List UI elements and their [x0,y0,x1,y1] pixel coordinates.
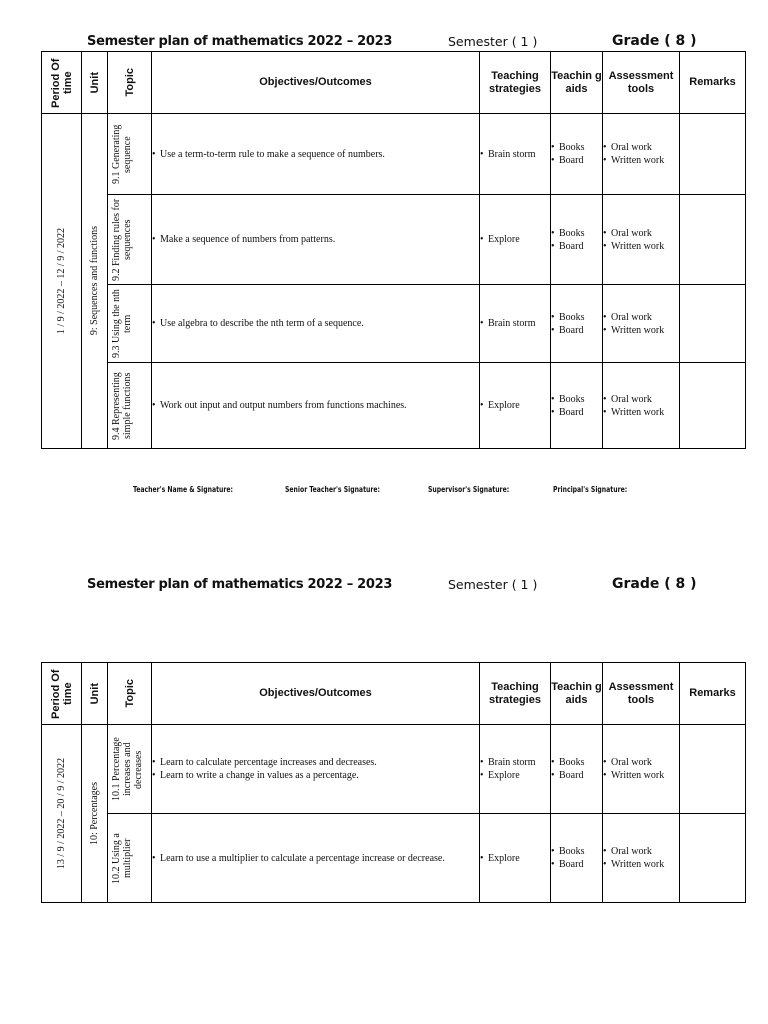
header-strategies: Teaching strategies [480,663,551,725]
aid-item: • Board [551,324,602,337]
aid-item: • Board [551,154,602,167]
table-row [42,114,746,195]
aid-list [551,227,602,253]
unit-wrap [82,726,107,902]
aids-cell [551,725,603,814]
table-row [42,195,746,285]
assessment-item: • Oral work [603,141,679,154]
assessment-item: • Oral work [603,227,679,240]
page-title-2: Semester plan of mathematics 2022 – 2023 [87,577,393,592]
aids-cell [551,814,603,903]
remarks-cell [680,363,746,449]
strategy-list [480,852,550,865]
strategies-cell [480,114,551,195]
strategy-item: • Explore [480,769,550,782]
assessment-cell [603,725,680,814]
objective-list [152,852,479,865]
strategy-list [480,317,550,330]
objectives-cell [152,114,480,195]
header-strategies: Teaching strategies [480,52,551,114]
aid-item: • Books [551,393,602,406]
objective-list [152,399,479,412]
header-objectives: Objectives/Outcomes [152,52,480,114]
period-cell [42,114,82,449]
unit-cell [82,114,108,449]
period-text: 1 / 9 / 2022 – 12 / 9 / 2022 [56,227,67,335]
aid-list [551,311,602,337]
topic-wrap [108,286,151,362]
aid-item: • Books [551,756,602,769]
assessment-cell [603,114,680,195]
assessment-item: • Written work [603,154,679,167]
header-aids: Teachin g aids [551,663,603,725]
assessment-cell [603,195,680,285]
table-row [42,725,746,814]
header-unit: Unit [82,52,108,114]
objective-list [152,317,479,330]
strategy-item: • Explore [480,399,550,412]
topic-wrap [108,115,151,194]
topic-cell [108,363,152,449]
aid-list [551,845,602,871]
period-cell [42,725,82,903]
assessment-list [603,845,679,871]
assessment-list [603,311,679,337]
aid-list [551,393,602,419]
aids-cell [551,285,603,363]
unit-text: 10: Percentages [89,781,100,846]
aid-item: • Books [551,227,602,240]
remarks-cell [680,114,746,195]
header-period: Period Of time [42,663,82,725]
assessment-cell [603,814,680,903]
aid-item: • Books [551,311,602,324]
objective-item: • Learn to write a change in values as a percentage. [152,769,479,782]
aid-item: • Board [551,769,602,782]
assessment-item: • Oral work [603,393,679,406]
header-topic: Topic [108,52,152,114]
strategy-item: • Brain storm [480,317,550,330]
unit-text: 9: Sequences and functions [89,226,100,336]
table-header-row [42,663,746,725]
table-row [42,363,746,449]
objective-item: • Make a sequence of numbers from patterns. [152,233,479,246]
topic-text: 9.1 Generating sequence [110,124,133,184]
aid-item: • Books [551,141,602,154]
topic-text: 10.2 Using a multiplier [110,832,133,884]
header-assessment: Assessment tools [603,663,680,725]
assessment-list [603,393,679,419]
header-assessment: Assessment tools [603,52,680,114]
strategies-cell [480,363,551,449]
assessment-item: • Written work [603,240,679,253]
objectives-cell [152,363,480,449]
strategy-item: • Explore [480,852,550,865]
senior-teacher-signature-label: Senior Teacher's Signature: [285,485,380,494]
grade-label: Grade ( 8 ) [612,33,697,49]
topic-wrap [108,196,151,284]
topic-text: 9.3 Using the nth term [110,289,133,358]
objective-item: • Use algebra to describe the nth term of a sequence. [152,317,479,330]
remarks-cell [680,285,746,363]
table-row [42,814,746,903]
assessment-item: • Written work [603,769,679,782]
strategy-list [480,233,550,246]
assessment-item: • Written work [603,324,679,337]
period-wrap [42,115,81,448]
topic-wrap [108,364,151,448]
period-text: 13 / 9 / 2022 – 20 / 9 / 2022 [56,757,67,870]
aids-cell [551,114,603,195]
topic-cell [108,114,152,195]
objective-item: • Work out input and output numbers from functions machines. [152,399,479,412]
strategy-list [480,756,550,782]
header-aids: Teachin g aids [551,52,603,114]
remarks-cell [680,725,746,814]
aids-cell [551,363,603,449]
objective-item: • Use a term-to-term rule to make a sequence of numbers. [152,148,479,161]
assessment-cell [603,363,680,449]
aid-item: • Board [551,406,602,419]
teacher-signature-label: Teacher's Name & Signature: [133,485,233,494]
header-unit: Unit [82,663,108,725]
assessment-item: • Oral work [603,756,679,769]
assessment-list [603,141,679,167]
semester-label: Semester ( 1 ) [448,34,538,49]
assessment-item: • Written work [603,406,679,419]
topic-cell [108,285,152,363]
header-topic: Topic [108,663,152,725]
objectives-cell [152,814,480,903]
topic-wrap [108,726,151,813]
aid-item: • Books [551,845,602,858]
strategy-item: • Explore [480,233,550,246]
assessment-list [603,756,679,782]
unit-wrap [82,115,107,448]
objective-item: • Learn to use a multiplier to calculate a percentage increase or decrease. [152,852,479,865]
strategy-list [480,399,550,412]
strategy-item: • Brain storm [480,148,550,161]
assessment-item: • Oral work [603,311,679,324]
topic-cell [108,814,152,903]
assessment-list [603,227,679,253]
grade-label-2: Grade ( 8 ) [612,576,697,592]
objectives-cell [152,725,480,814]
remarks-cell [680,195,746,285]
objective-item: • Learn to calculate percentage increases and decreases. [152,756,479,769]
semester-label-2: Semester ( 1 ) [448,577,538,592]
table-header-row [42,52,746,114]
topic-text: 10.1 Percentage increases and decreases [110,737,144,801]
remarks-cell [680,814,746,903]
header-period: Period Of time [42,52,82,114]
topic-cell [108,725,152,814]
plan-table-2 [41,662,746,903]
strategies-cell [480,814,551,903]
assessment-cell [603,285,680,363]
header-remarks: Remarks [680,52,746,114]
unit-cell [82,725,108,903]
header-remarks: Remarks [680,663,746,725]
objective-list [152,148,479,161]
strategies-cell [480,195,551,285]
topic-wrap [108,815,151,902]
principal-signature-label: Principal's Signature: [553,485,628,494]
aids-cell [551,195,603,285]
strategies-cell [480,285,551,363]
strategy-list [480,148,550,161]
page-title: Semester plan of mathematics 2022 – 2023 [87,34,393,49]
aid-list [551,756,602,782]
aid-item: • Board [551,858,602,871]
topic-text: 9.4 Representing simple functions [110,371,133,440]
table-row [42,285,746,363]
strategies-cell [480,725,551,814]
topic-text: 9.2 Finding rules for sequences [110,198,133,281]
objective-list [152,233,479,246]
plan-table-1 [41,51,746,449]
assessment-item: • Oral work [603,845,679,858]
objective-list [152,756,479,782]
assessment-item: • Written work [603,858,679,871]
aid-list [551,141,602,167]
strategy-item: • Brain storm [480,756,550,769]
supervisor-signature-label: Supervisor's Signature: [428,485,510,494]
header-objectives: Objectives/Outcomes [152,663,480,725]
period-wrap [42,726,81,902]
objectives-cell [152,195,480,285]
topic-cell [108,195,152,285]
aid-item: • Board [551,240,602,253]
objectives-cell [152,285,480,363]
